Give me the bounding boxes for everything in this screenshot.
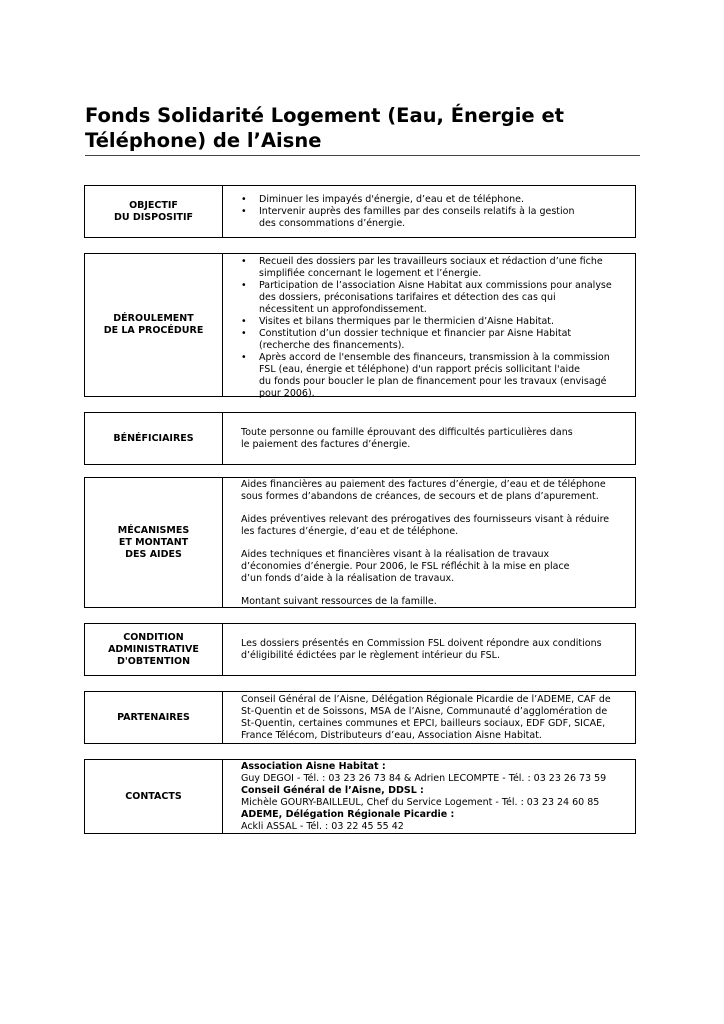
list-item [241,352,631,400]
line: (recherche des financements). [259,340,405,351]
paragraph [241,549,631,585]
paragraph [241,596,631,608]
label-line: CONDITION [123,631,184,643]
section-label [85,624,223,675]
section-label [85,254,223,396]
line: sous formes d’abandons de créances, de secours et de plans d’apurement. [241,491,599,502]
section-condition [84,623,636,676]
section-label [85,478,223,607]
section-content [223,186,635,237]
list-item [241,194,631,206]
line: • Constitution d’un dossier technique et financier par Aisne Habitat [259,328,572,339]
list-item [241,206,631,230]
line: nécessitent un approfondissement. [259,304,427,315]
label-line: ET MONTANT [118,536,189,548]
line: simplifiée concernant le logement et l’énergie. [259,268,482,279]
line: • Après accord de l'ensemble des financeurs, transmission à la commission [259,352,610,363]
list-item [241,328,631,352]
contact-org: ADEME, Délégation Régionale Picardie : [241,809,455,820]
contact-person: Michèle GOURY-BAILLEUL, Chef du Service Logement - Tél. : 03 23 24 60 85 [241,797,600,808]
contact-person: Guy DEGOI - Tél. : 03 23 26 73 84 & Adrien LECOMPTE - Tél. : 03 23 26 73 59 [241,773,607,784]
line: le paiement des factures d’énergie. [241,438,411,450]
label-line: ADMINISTRATIVE [108,643,199,655]
section-content [223,478,635,607]
label-line: BÉNÉFICIAIRES [113,432,194,444]
list-item [241,316,631,328]
line: • Recueil des dossiers par les travailleurs sociaux et rédaction d’une fiche [259,256,603,267]
line: d’économies d’énergie. Pour 2006, le FSL réfléchit à la mise en place [241,561,570,572]
title-line: Fonds Solidarité Logement (Eau, Énergie et [85,104,564,127]
section-content [223,760,635,833]
line: les factures d’énergie, d’eau et de téléphone. [241,526,459,537]
label-line: CONTACTS [125,790,182,802]
line: Toute personne ou famille éprouvant des difficultés particulières dans [241,426,573,438]
title-underline [85,155,640,156]
paragraph [241,514,631,538]
line: Aides financières au paiement des factures d’énergie, d’eau et de téléphone [241,479,606,490]
label-line: DES AIDES [125,548,182,560]
section-label [85,760,223,833]
label-line: D'OBTENTION [116,655,191,667]
label-line: DE LA PROCÉDURE [103,325,204,336]
line: • Diminuer les impayés d'énergie, d’eau et de téléphone. [259,194,524,205]
line: St-Quentin et de Soissons, MSA de l’Aisne, Communauté d’agglomération de [241,706,608,717]
line: FSL (eau, énergie et téléphone) d'un rapport précis sollicitant l'aide [259,364,580,375]
section-label [85,413,223,464]
line: du fonds pour boucler le plan de financement pour les travaux (envisagé [259,376,607,387]
contact-org: Conseil Général de l’Aisne, DDSL : [241,785,424,796]
line: Conseil Général de l’Aisne, Délégation Régionale Picardie de l’ADEME, CAF de [241,694,611,705]
section-contacts [84,759,636,834]
list-item [241,280,631,316]
list-item [241,256,631,280]
section-content [223,254,635,399]
line: d’éligibilité édictées par le règlement intérieur du FSL. [241,649,500,661]
line: Aides préventives relevant des prérogatives des fournisseurs visant à réduire [241,514,610,525]
line: France Télécom, Distributeurs d’eau, Association Aisne Habitat. [241,730,542,741]
section-label [85,186,223,237]
contact-person: Ackli ASSAL - Tél. : 03 22 45 55 42 [241,821,404,832]
section-label [85,692,223,743]
line: pour 2006). [259,388,315,399]
section-mecanismes [84,477,636,608]
line: Montant suivant ressources de la famille. [241,596,437,607]
label-line: OBJECTIF [129,199,178,211]
line: • Intervenir auprès des familles par des conseils relatifs à la gestion [259,206,575,217]
line: des consommations d’énergie. [259,218,406,229]
title-line: Téléphone) de l’Aisne [85,129,322,152]
line: St-Quentin, certaines communes et EPCI, bailleurs sociaux, EDF GDF, SICAE, [241,718,606,729]
paragraph [241,479,631,503]
line: d’un fonds d’aide à la réalisation de travaux. [241,573,455,584]
line: Les dossiers présentés en Commission FSL doivent répondre aux conditions [241,637,602,649]
section-content [223,692,635,743]
label-line: DU DISPOSITIF [113,211,194,223]
page-title [85,103,645,153]
section-content [223,624,635,675]
label-line: MÉCANISMES [117,524,190,536]
contact-org: Association Aisne Habitat : [241,761,386,772]
section-deroulement [84,253,636,397]
section-content [223,413,635,464]
section-objectif [84,185,636,238]
line: • Participation de l’association Aisne Habitat aux commissions pour analyse [259,280,612,291]
label-line: PARTENAIRES [117,711,190,723]
section-beneficiaires [84,412,636,465]
line: Aides techniques et financières visant à la réalisation de travaux [241,549,550,560]
line: des dossiers, préconisations tarifaires et détection des cas qui [259,292,556,303]
section-partenaires [84,691,636,744]
line: • Visites et bilans thermiques par le thermicien d’Aisne Habitat. [259,316,555,327]
label-line: DÉROULEMENT [113,313,194,324]
